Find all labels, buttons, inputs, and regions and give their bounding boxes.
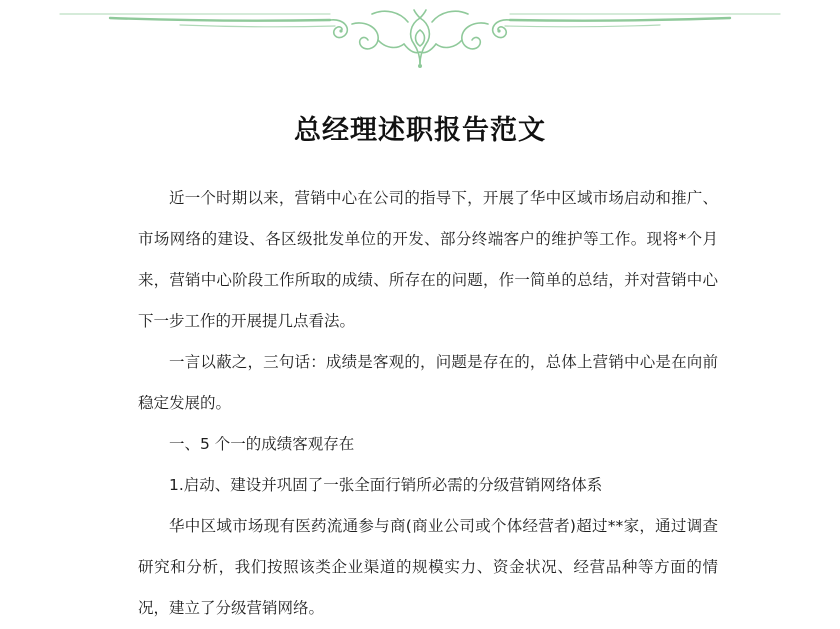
section-heading-achievements: 一、5 个一的成绩客观存在 xyxy=(169,435,355,453)
document-title: 总经理述职报告范文 xyxy=(294,115,546,146)
decorative-header-ornament xyxy=(0,0,840,70)
paragraph-network-detail: 华中区域市场现有医药流通参与商(商业公司或个体经营者)超过**家，通过调查研究和分析，我们按照该类企业渠道的规模实力、资金状况、经营品种等方面的情况，建立了分级营销网络。 xyxy=(138,517,718,617)
paragraph-intro: 近一个时期以来，营销中心在公司的指导下，开展了华中区域市场启动和推广、市场网络的建设、各区级批发单位的开发、部分终端客户的维护等工作。现将*个月来，营销中心阶段工作所取的成绩、所存在的问题，作一简单的总结，并对营销中心下一步工作的开展提几点看法。 xyxy=(138,189,718,330)
document-body xyxy=(138,178,718,629)
paragraph-summary: 一言以蔽之，三句话：成绩是客观的，问题是存在的，总体上营销中心是在向前稳定发展的。 xyxy=(138,353,718,412)
subsection-heading-network: 1.启动、建设并巩固了一张全面行销所必需的分级营销网络体系 xyxy=(169,476,603,494)
